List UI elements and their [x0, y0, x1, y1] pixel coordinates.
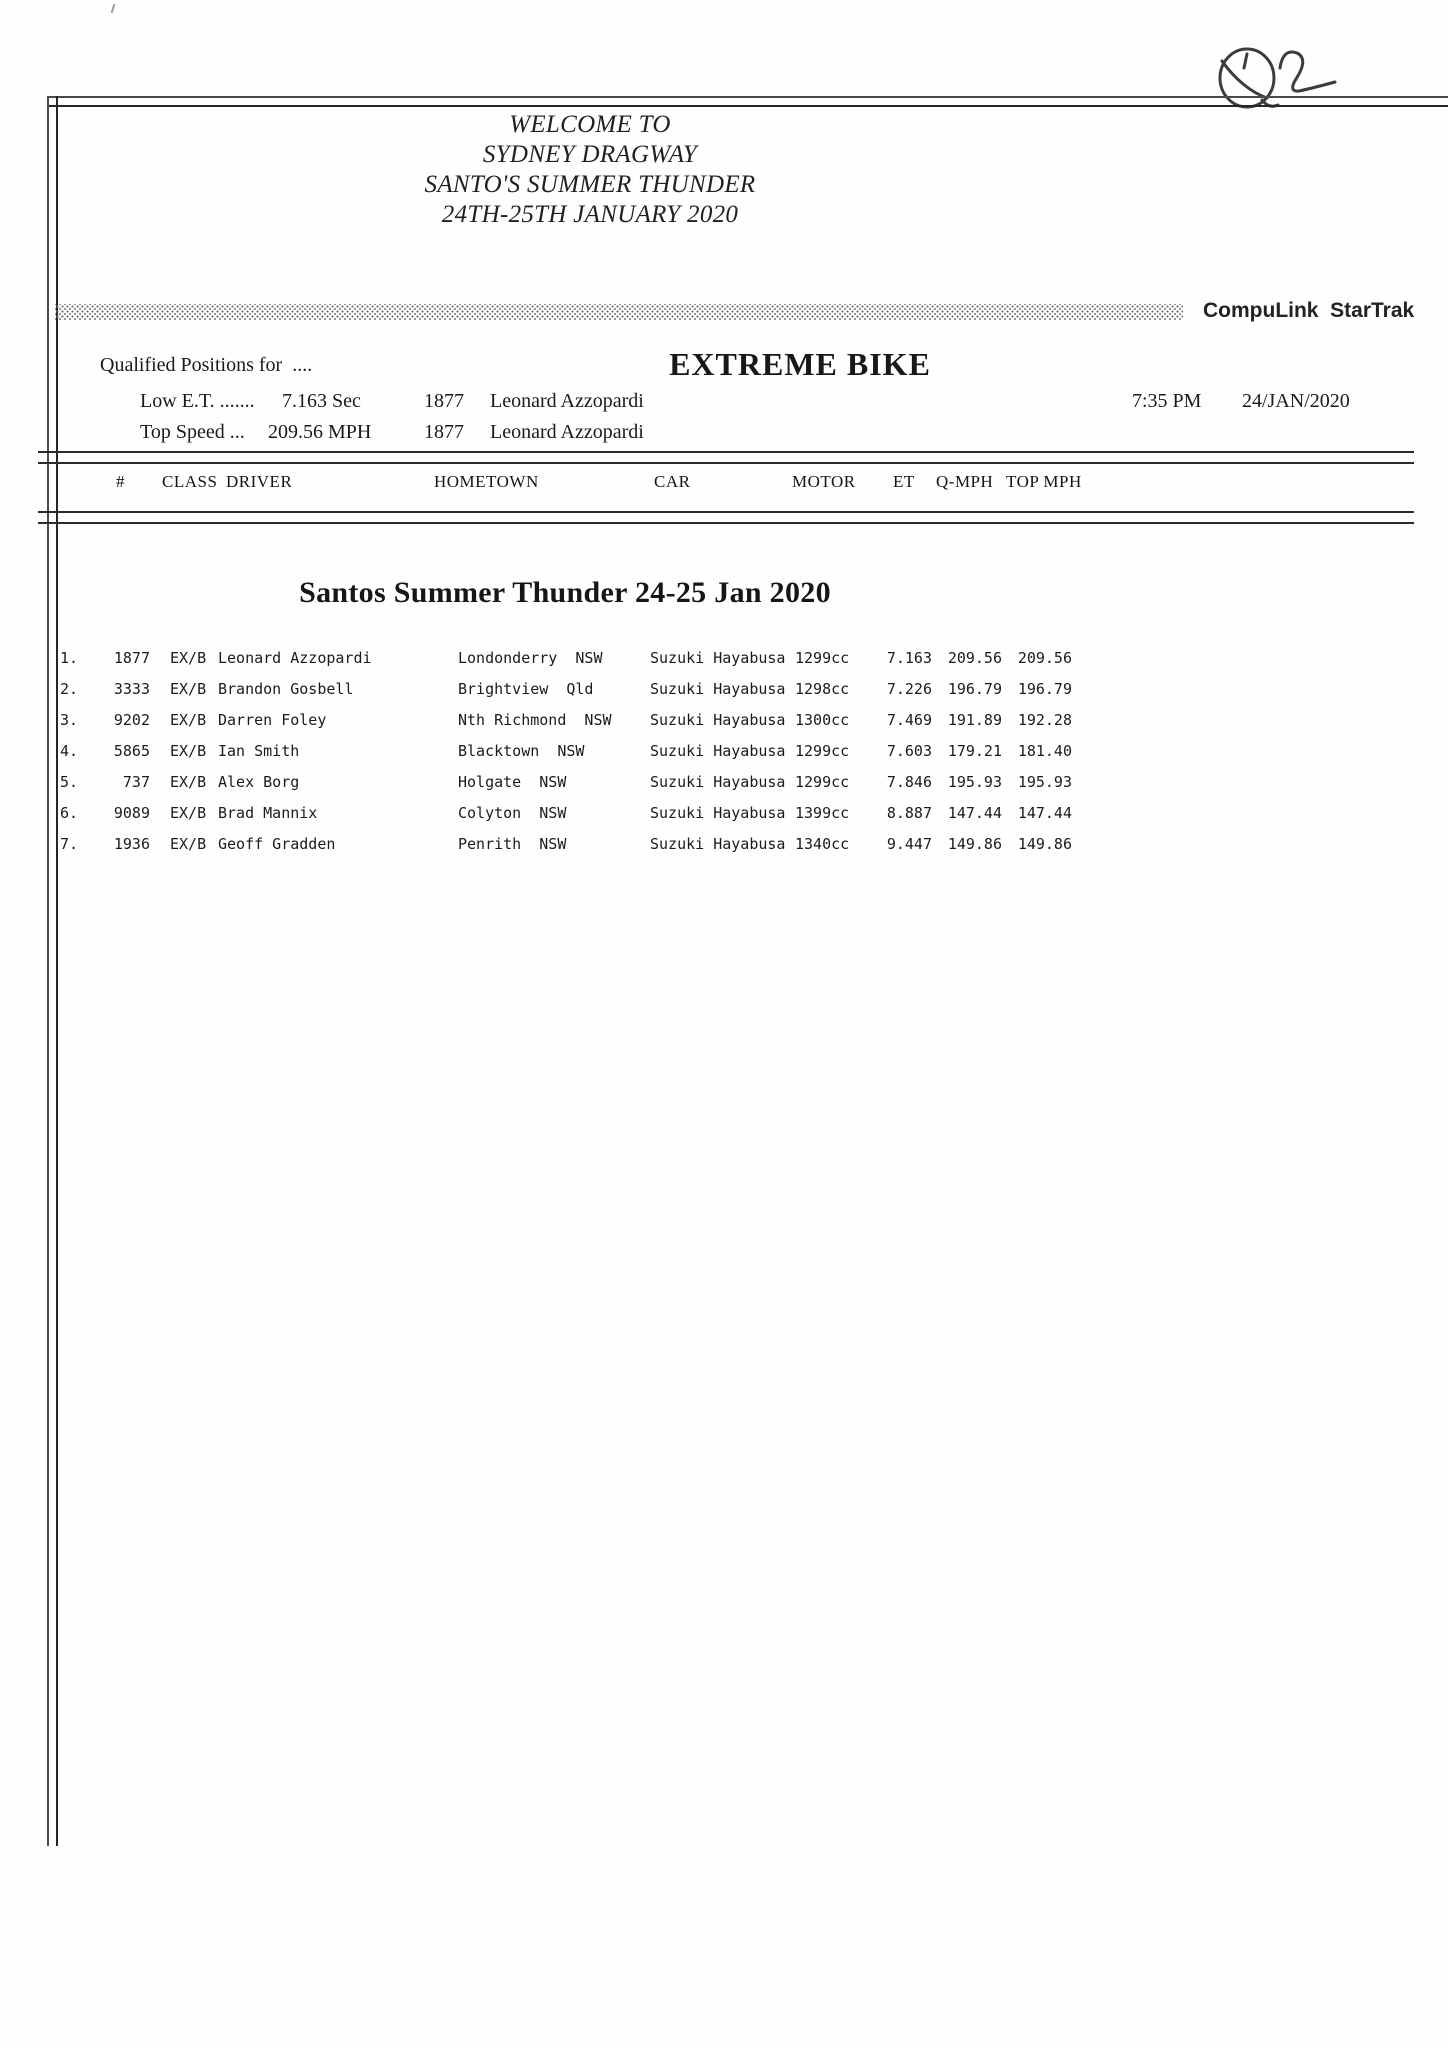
cell-class: EX/B: [170, 804, 207, 822]
cell-et: 7.226: [886, 680, 932, 698]
event-section-title: Santos Summer Thunder 24-25 Jan 2020: [299, 576, 831, 609]
print-time: 7:35 PM: [1132, 390, 1202, 412]
cell-qmph: 209.56: [947, 649, 1002, 667]
top-speed-number: 1877: [424, 421, 464, 443]
low-et-driver: Leonard Azzopardi: [490, 390, 644, 412]
top-speed-label: Top Speed ...: [140, 421, 245, 443]
cell-et: 8.887: [886, 804, 932, 822]
cell-qmph: 195.93: [947, 773, 1002, 791]
cell-number: 3333: [113, 680, 150, 698]
table-row: [0, 835, 1448, 859]
cell-car: Suzuki Hayabusa: [650, 711, 786, 729]
cell-topmph: 149.86: [1017, 835, 1072, 853]
cell-driver: Leonard Azzopardi: [218, 649, 372, 667]
table-row: [0, 711, 1448, 735]
cell-et: 7.163: [886, 649, 932, 667]
cell-topmph: 192.28: [1017, 711, 1072, 729]
cell-class: EX/B: [170, 711, 207, 729]
column-header-motor: MOTOR: [792, 472, 856, 491]
cell-class: EX/B: [170, 680, 207, 698]
cell-driver: Geoff Gradden: [218, 835, 336, 853]
cell-driver: Brad Mannix: [218, 804, 318, 822]
cell-car: Suzuki Hayabusa: [650, 773, 786, 791]
column-header-topmph: TOP MPH: [1006, 472, 1082, 491]
top-speed-value: 209.56 MPH: [268, 421, 372, 443]
cell-driver: Ian Smith: [218, 742, 300, 760]
cell-car: Suzuki Hayabusa: [650, 804, 786, 822]
cell-number: 1877: [113, 649, 150, 667]
low-et-number: 1877: [424, 390, 464, 412]
cell-class: EX/B: [170, 773, 207, 791]
cell-hometown: Brightview Qld: [458, 680, 594, 698]
cell-number: 9202: [113, 711, 150, 729]
cell-position: 7.: [60, 835, 79, 853]
cell-qmph: 179.21: [947, 742, 1002, 760]
cell-motor: 1299cc: [795, 773, 850, 791]
cell-class: EX/B: [170, 742, 207, 760]
cell-driver: Darren Foley: [218, 711, 327, 729]
cell-class: EX/B: [170, 649, 207, 667]
cell-hometown: Holgate NSW: [458, 773, 567, 791]
cell-motor: 1399cc: [795, 804, 850, 822]
column-header-qmph: Q-MPH: [936, 472, 994, 491]
column-header-driver: DRIVER: [226, 472, 293, 491]
cell-position: 3.: [60, 711, 79, 729]
cell-position: 4.: [60, 742, 79, 760]
compulink-startrak-brand: CompuLink StarTrak: [1203, 299, 1415, 322]
cell-motor: 1340cc: [795, 835, 850, 853]
top-speed-driver: Leonard Azzopardi: [490, 421, 644, 443]
column-header-car: CAR: [654, 472, 691, 491]
page-left-border: [47, 96, 58, 1846]
table-row: [0, 742, 1448, 766]
cell-motor: 1299cc: [795, 742, 850, 760]
cell-car: Suzuki Hayabusa: [650, 649, 786, 667]
welcome-line: 24TH-25TH JANUARY 2020: [441, 201, 739, 228]
cell-car: Suzuki Hayabusa: [650, 835, 786, 853]
column-header-class: CLASS: [162, 472, 218, 491]
table-row: [0, 773, 1448, 797]
cell-topmph: 195.93: [1017, 773, 1072, 791]
cell-qmph: 191.89: [947, 711, 1002, 729]
halftone-separator-band: [55, 304, 1183, 320]
column-header-et: ET: [893, 472, 915, 491]
cell-topmph: 209.56: [1017, 649, 1072, 667]
welcome-line: SYDNEY DRAGWAY: [482, 141, 698, 168]
cell-et: 7.469: [886, 711, 932, 729]
header-rule-top: [38, 451, 1414, 464]
cell-position: 5.: [60, 773, 79, 791]
welcome-header: [370, 110, 810, 230]
cell-motor: 1299cc: [795, 649, 850, 667]
cell-car: Suzuki Hayabusa: [650, 742, 786, 760]
cell-topmph: 147.44: [1017, 804, 1072, 822]
cell-et: 7.603: [886, 742, 932, 760]
low-et-label: Low E.T. .......: [140, 390, 255, 412]
cell-hometown: Penrith NSW: [458, 835, 567, 853]
cell-hometown: Nth Richmond NSW: [458, 711, 612, 729]
column-header-hometown: HOMETOWN: [434, 472, 539, 491]
print-date: 24/JAN/2020: [1242, 390, 1350, 412]
cell-motor: 1298cc: [795, 680, 850, 698]
header-rule-bottom: [38, 511, 1414, 524]
scan-speck: [111, 4, 116, 13]
qualified-positions-label: Qualified Positions for ....: [100, 354, 313, 376]
cell-et: 7.846: [886, 773, 932, 791]
cell-number: 5865: [113, 742, 150, 760]
cell-car: Suzuki Hayabusa: [650, 680, 786, 698]
cell-number: 1936: [113, 835, 150, 853]
cell-position: 1.: [60, 649, 79, 667]
cell-qmph: 147.44: [947, 804, 1002, 822]
cell-position: 6.: [60, 804, 79, 822]
table-row: [0, 680, 1448, 704]
cell-topmph: 196.79: [1017, 680, 1072, 698]
table-row: [0, 804, 1448, 828]
cell-et: 9.447: [886, 835, 932, 853]
cell-topmph: 181.40: [1017, 742, 1072, 760]
cell-motor: 1300cc: [795, 711, 850, 729]
cell-hometown: Colyton NSW: [458, 804, 567, 822]
table-row: [0, 649, 1448, 673]
low-et-value: 7.163 Sec: [282, 390, 361, 412]
category-title: EXTREME BIKE: [669, 346, 931, 382]
cell-position: 2.: [60, 680, 79, 698]
cell-number: 737: [122, 773, 150, 791]
cell-hometown: Blacktown NSW: [458, 742, 585, 760]
welcome-line: SANTO'S SUMMER THUNDER: [424, 171, 756, 198]
cell-number: 9089: [113, 804, 150, 822]
cell-qmph: 196.79: [947, 680, 1002, 698]
page-top-border: [47, 96, 1448, 107]
cell-hometown: Londonderry NSW: [458, 649, 603, 667]
cell-class: EX/B: [170, 835, 207, 853]
cell-driver: Alex Borg: [218, 773, 300, 791]
cell-driver: Brandon Gosbell: [218, 680, 354, 698]
column-header-number: #: [116, 472, 125, 491]
welcome-line: WELCOME TO: [509, 111, 671, 138]
cell-qmph: 149.86: [947, 835, 1002, 853]
